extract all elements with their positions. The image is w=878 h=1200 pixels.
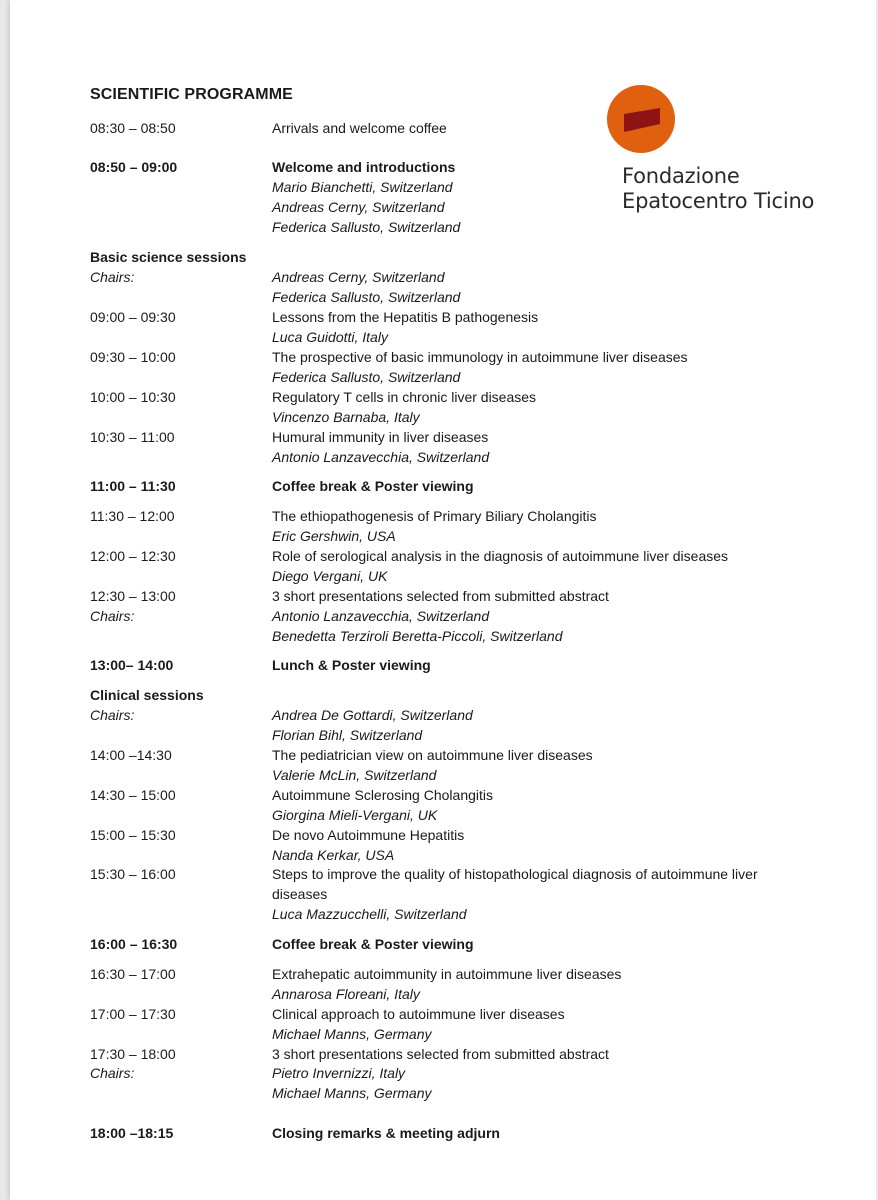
page-title: SCIENTIFIC PROGRAMME bbox=[90, 86, 293, 103]
session-title: Autoimmune Sclerosing Cholangitis bbox=[272, 787, 493, 803]
session-time: 17:00 – 17:30 bbox=[90, 1006, 176, 1022]
speaker-name: Annarosa Floreani, Italy bbox=[272, 986, 420, 1002]
speaker-name: Valerie McLin, Switzerland bbox=[272, 767, 437, 783]
session-title: Coffee break & Poster viewing bbox=[272, 478, 474, 494]
session-title: Lunch & Poster viewing bbox=[272, 657, 431, 673]
session-title: Arrivals and welcome coffee bbox=[272, 120, 447, 136]
speaker-name: Federica Sallusto, Switzerland bbox=[272, 219, 461, 235]
session-title: Closing remarks & meeting adjurn bbox=[272, 1125, 500, 1141]
session-time: 09:00 – 09:30 bbox=[90, 309, 176, 325]
speaker-name: Giorgina Mieli-Vergani, UK bbox=[272, 807, 438, 823]
session-title: Lessons from the Hepatitis B pathogenesis bbox=[272, 309, 539, 325]
session-title: Humural immunity in liver diseases bbox=[272, 429, 489, 445]
session-title: Welcome and introductions bbox=[272, 159, 456, 175]
session-time: 13:00– 14:00 bbox=[90, 657, 174, 673]
foundation-logo bbox=[604, 84, 834, 224]
session-title: Coffee break & Poster viewing bbox=[272, 936, 474, 952]
speaker-name: Michael Manns, Germany bbox=[272, 1026, 432, 1042]
speaker-name: Eric Gershwin, USA bbox=[272, 528, 396, 544]
session-time: 12:30 – 13:00 bbox=[90, 588, 176, 604]
session-time: 16:30 – 17:00 bbox=[90, 966, 176, 982]
session-time: 11:30 – 12:00 bbox=[90, 508, 175, 524]
logo-mark-icon bbox=[606, 84, 676, 154]
session-title: The prospective of basic immunology in autoimmune liver diseases bbox=[272, 349, 688, 365]
session-time: 10:00 – 10:30 bbox=[90, 389, 176, 405]
speaker-name: Benedetta Terziroli Beretta-Piccoli, Switzerland bbox=[272, 628, 563, 644]
chairs-label: Chairs: bbox=[90, 1065, 135, 1081]
session-time: 11:00 – 11:30 bbox=[90, 478, 176, 494]
session-title: The ethiopathogenesis of Primary Biliary Cholangitis bbox=[272, 508, 597, 524]
section-heading: Basic science sessions bbox=[90, 249, 247, 265]
session-title: 3 short presentations selected from submitted abstract bbox=[272, 588, 609, 604]
speaker-name: Vincenzo Barnaba, Italy bbox=[272, 409, 420, 425]
speaker-name: Luca Guidotti, Italy bbox=[272, 329, 388, 345]
session-time: 17:30 – 18:00 bbox=[90, 1046, 176, 1062]
document-page bbox=[10, 0, 876, 1200]
session-time: 14:30 – 15:00 bbox=[90, 787, 176, 803]
session-time: 15:00 – 15:30 bbox=[90, 827, 176, 843]
speaker-name: Andreas Cerny, Switzerland bbox=[272, 199, 445, 215]
session-title: diseases bbox=[272, 886, 328, 902]
logo-text-line2: Epatocentro Ticino bbox=[622, 189, 815, 213]
session-title: Regulatory T cells in chronic liver diseases bbox=[272, 389, 537, 405]
speaker-name: Andrea De Gottardi, Switzerland bbox=[272, 707, 473, 723]
session-time: 12:00 – 12:30 bbox=[90, 548, 176, 564]
session-title: Role of serological analysis in the diagnosis of autoimmune liver diseases bbox=[272, 548, 729, 564]
session-title: 3 short presentations selected from submitted abstract bbox=[272, 1046, 609, 1062]
session-time: 08:50 – 09:00 bbox=[90, 159, 178, 175]
speaker-name: Federica Sallusto, Switzerland bbox=[272, 289, 461, 305]
session-title: Extrahepatic autoimmunity in autoimmune liver diseases bbox=[272, 966, 622, 982]
session-title: De novo Autoimmune Hepatitis bbox=[272, 827, 465, 843]
speaker-name: Mario Bianchetti, Switzerland bbox=[272, 179, 453, 195]
session-title: Clinical approach to autoimmune liver diseases bbox=[272, 1006, 565, 1022]
session-time: 08:30 – 08:50 bbox=[90, 120, 176, 136]
session-title: The pediatrician view on autoimmune liver diseases bbox=[272, 747, 593, 763]
speaker-name: Nanda Kerkar, USA bbox=[272, 847, 395, 863]
session-time: 16:00 – 16:30 bbox=[90, 936, 178, 952]
section-heading: Clinical sessions bbox=[90, 687, 204, 703]
speaker-name: Federica Sallusto, Switzerland bbox=[272, 369, 461, 385]
chairs-label: Chairs: bbox=[90, 269, 135, 285]
speaker-name: Pietro Invernizzi, Italy bbox=[272, 1065, 406, 1081]
chairs-label: Chairs: bbox=[90, 707, 135, 723]
speaker-name: Antonio Lanzavecchia, Switzerland bbox=[272, 449, 490, 465]
session-time: 14:00 –14:30 bbox=[90, 747, 172, 763]
logo-text-line1: Fondazione bbox=[622, 164, 740, 188]
speaker-name: Andreas Cerny, Switzerland bbox=[272, 269, 445, 285]
speaker-name: Michael Manns, Germany bbox=[272, 1085, 432, 1101]
session-title: Steps to improve the quality of histopathological diagnosis of autoimmune liver bbox=[272, 866, 758, 882]
session-time: 18:00 –18:15 bbox=[90, 1125, 174, 1141]
speaker-name: Luca Mazzucchelli, Switzerland bbox=[272, 906, 467, 922]
chairs-label: Chairs: bbox=[90, 608, 135, 624]
speaker-name: Diego Vergani, UK bbox=[272, 568, 388, 584]
speaker-name: Antonio Lanzavecchia, Switzerland bbox=[272, 608, 490, 624]
session-time: 10:30 – 11:00 bbox=[90, 429, 175, 445]
session-time: 15:30 – 16:00 bbox=[90, 866, 176, 882]
session-time: 09:30 – 10:00 bbox=[90, 349, 176, 365]
speaker-name: Florian Bihl, Switzerland bbox=[272, 727, 423, 743]
